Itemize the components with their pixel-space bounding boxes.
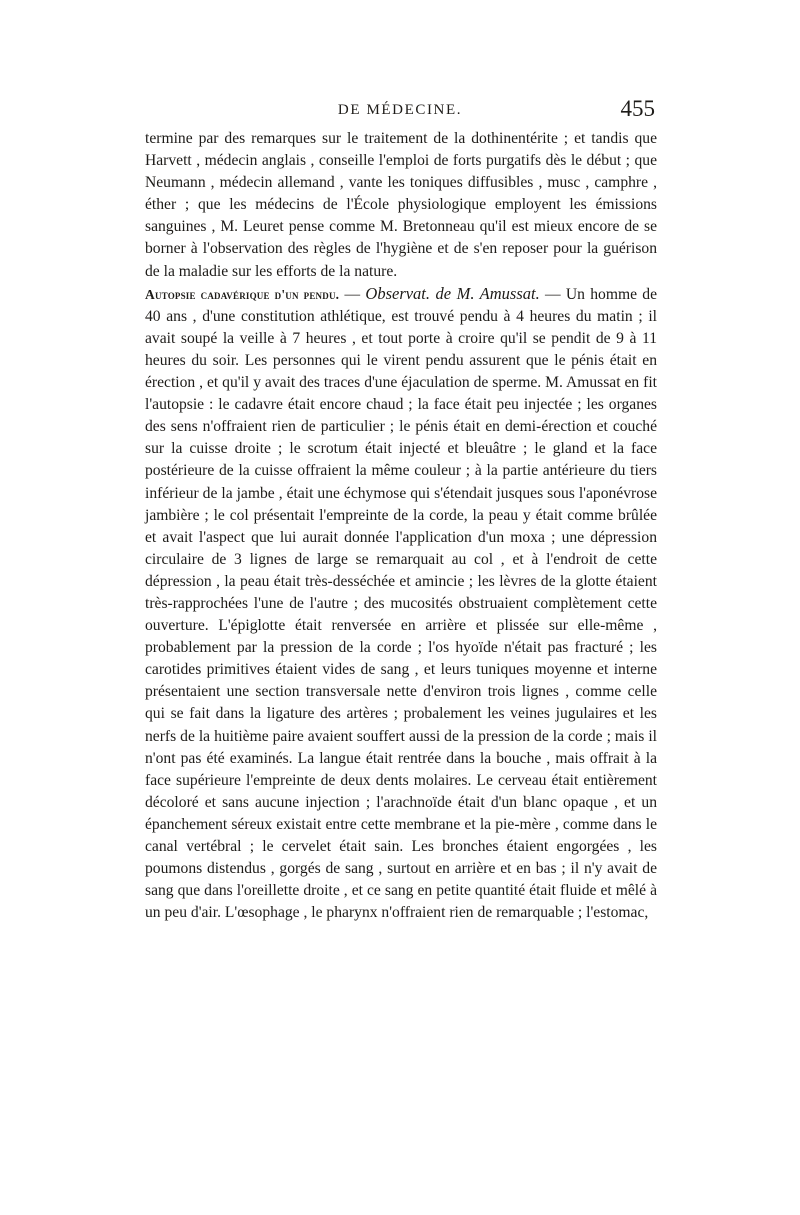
paragraph-treatment: termine par des remarques sur le traitement de la dothinentérite ; et tandis que Harvett , médecin anglais , conseille l'emploi de forts purgatifs dès le début ; que Neumann , médecin allemand , vante les toniques diffusibles , musc , camphre , éther ; que les médecins de l'École physiologique employent les émissions sanguines , M. Leuret pense comme M. Bretonneau qu'il est mieux encore de se borner à l'observation des règles de l'hygiène et de s'en reposer pour la guérison de la maladie sur les efforts de la nature.: [145, 130, 657, 280]
page-body: [145, 128, 657, 924]
section-heading: Autopsie cadavérique d'un pendu.: [145, 286, 340, 302]
heading-separator: —: [339, 285, 366, 303]
paragraph-autopsy: [145, 283, 657, 925]
running-title: DE MÉDECINE.: [337, 102, 463, 118]
autopsy-text: — Un homme de 40 ans , d'une constitution athlétique, est trouvé pendu à 4 heures du matin ; il avait soupé la veille à 7 heures , et tout porte à croire qu'il se pendit de 9 à 11 heures du soir. Les personnes qui le virent pendu assurent que le pénis était en érection , et qu'il y avait des traces d'une éjaculation de sperme. M. Amussat en fit l'autopsie : le cadavre était encore chaud ; la face était peu injectée ; les organes des sens n'offraient rien de particulier ; le pénis était en demi-érection et couché sur la cuisse droite ; le scrotum était injecté et bleuâtre ; le gland et la face postérieure de la cuisse offraient la même couleur ; à la partie antérieure du tiers inférieur de la jambe , était une échymose qui s'étendait jusques sous l'aponévrose jambière ; le col présentait l'empreinte de la corde, la peau y était comme brûlée et avait l'aspect que lui aurait donnée l'application d'un moxa ; une dépression circulaire de 3 lignes de large se remarquait au col , et à l'endroit de cette dépression , la peau était très-desséchée et amincie ; les lèvres de la glotte étaient très-rapprochées l'une de l'autre ; des mucosités obstruaient complètement cette ouverture. L'épiglotte était renversée en arrière et plissée sur elle-même , probablement par la pression de la corde ; l'os hyoïde n'était pas fracturé ; les carotides primitives étaient vides de sang , et leurs tuniques moyenne et interne présentaient une section transversale nette d'environ trois lignes , comme celle qui se fait dans la ligature des artères ; probalement les veines jugulaires et les nerfs de la huitième paire avaient souffert aussi de la pression de la corde ; mais il n'ont pas été examinés. La langue était rentrée dans la bouche , mais offrait à la face supérieure l'empreinte de deux dents molaires. Le cerveau était entièrement décoloré et sans aucune injection ; l'arachnoïde était d'un blanc opaque , et un épanchement séreux existait entre cette membrane et la pie-mère , comme dans le canal vertébral ; le cervelet était sain. Les bronches étaient engorgées , les poumons distendus , gorgés de sang , surtout en arrière et en bas ; il n'y avait de sang que dans l'oreillette droite , et ce sang en petite quantité était fluide et mêlé à un peu d'air. L'œsophage , le pharynx n'offraient rien de remarquable ; l'estomac,: [145, 285, 657, 922]
page-header: [145, 96, 655, 126]
page-number: 455: [620, 96, 655, 121]
observation-source: Observat. de M. Amussat.: [365, 283, 540, 303]
